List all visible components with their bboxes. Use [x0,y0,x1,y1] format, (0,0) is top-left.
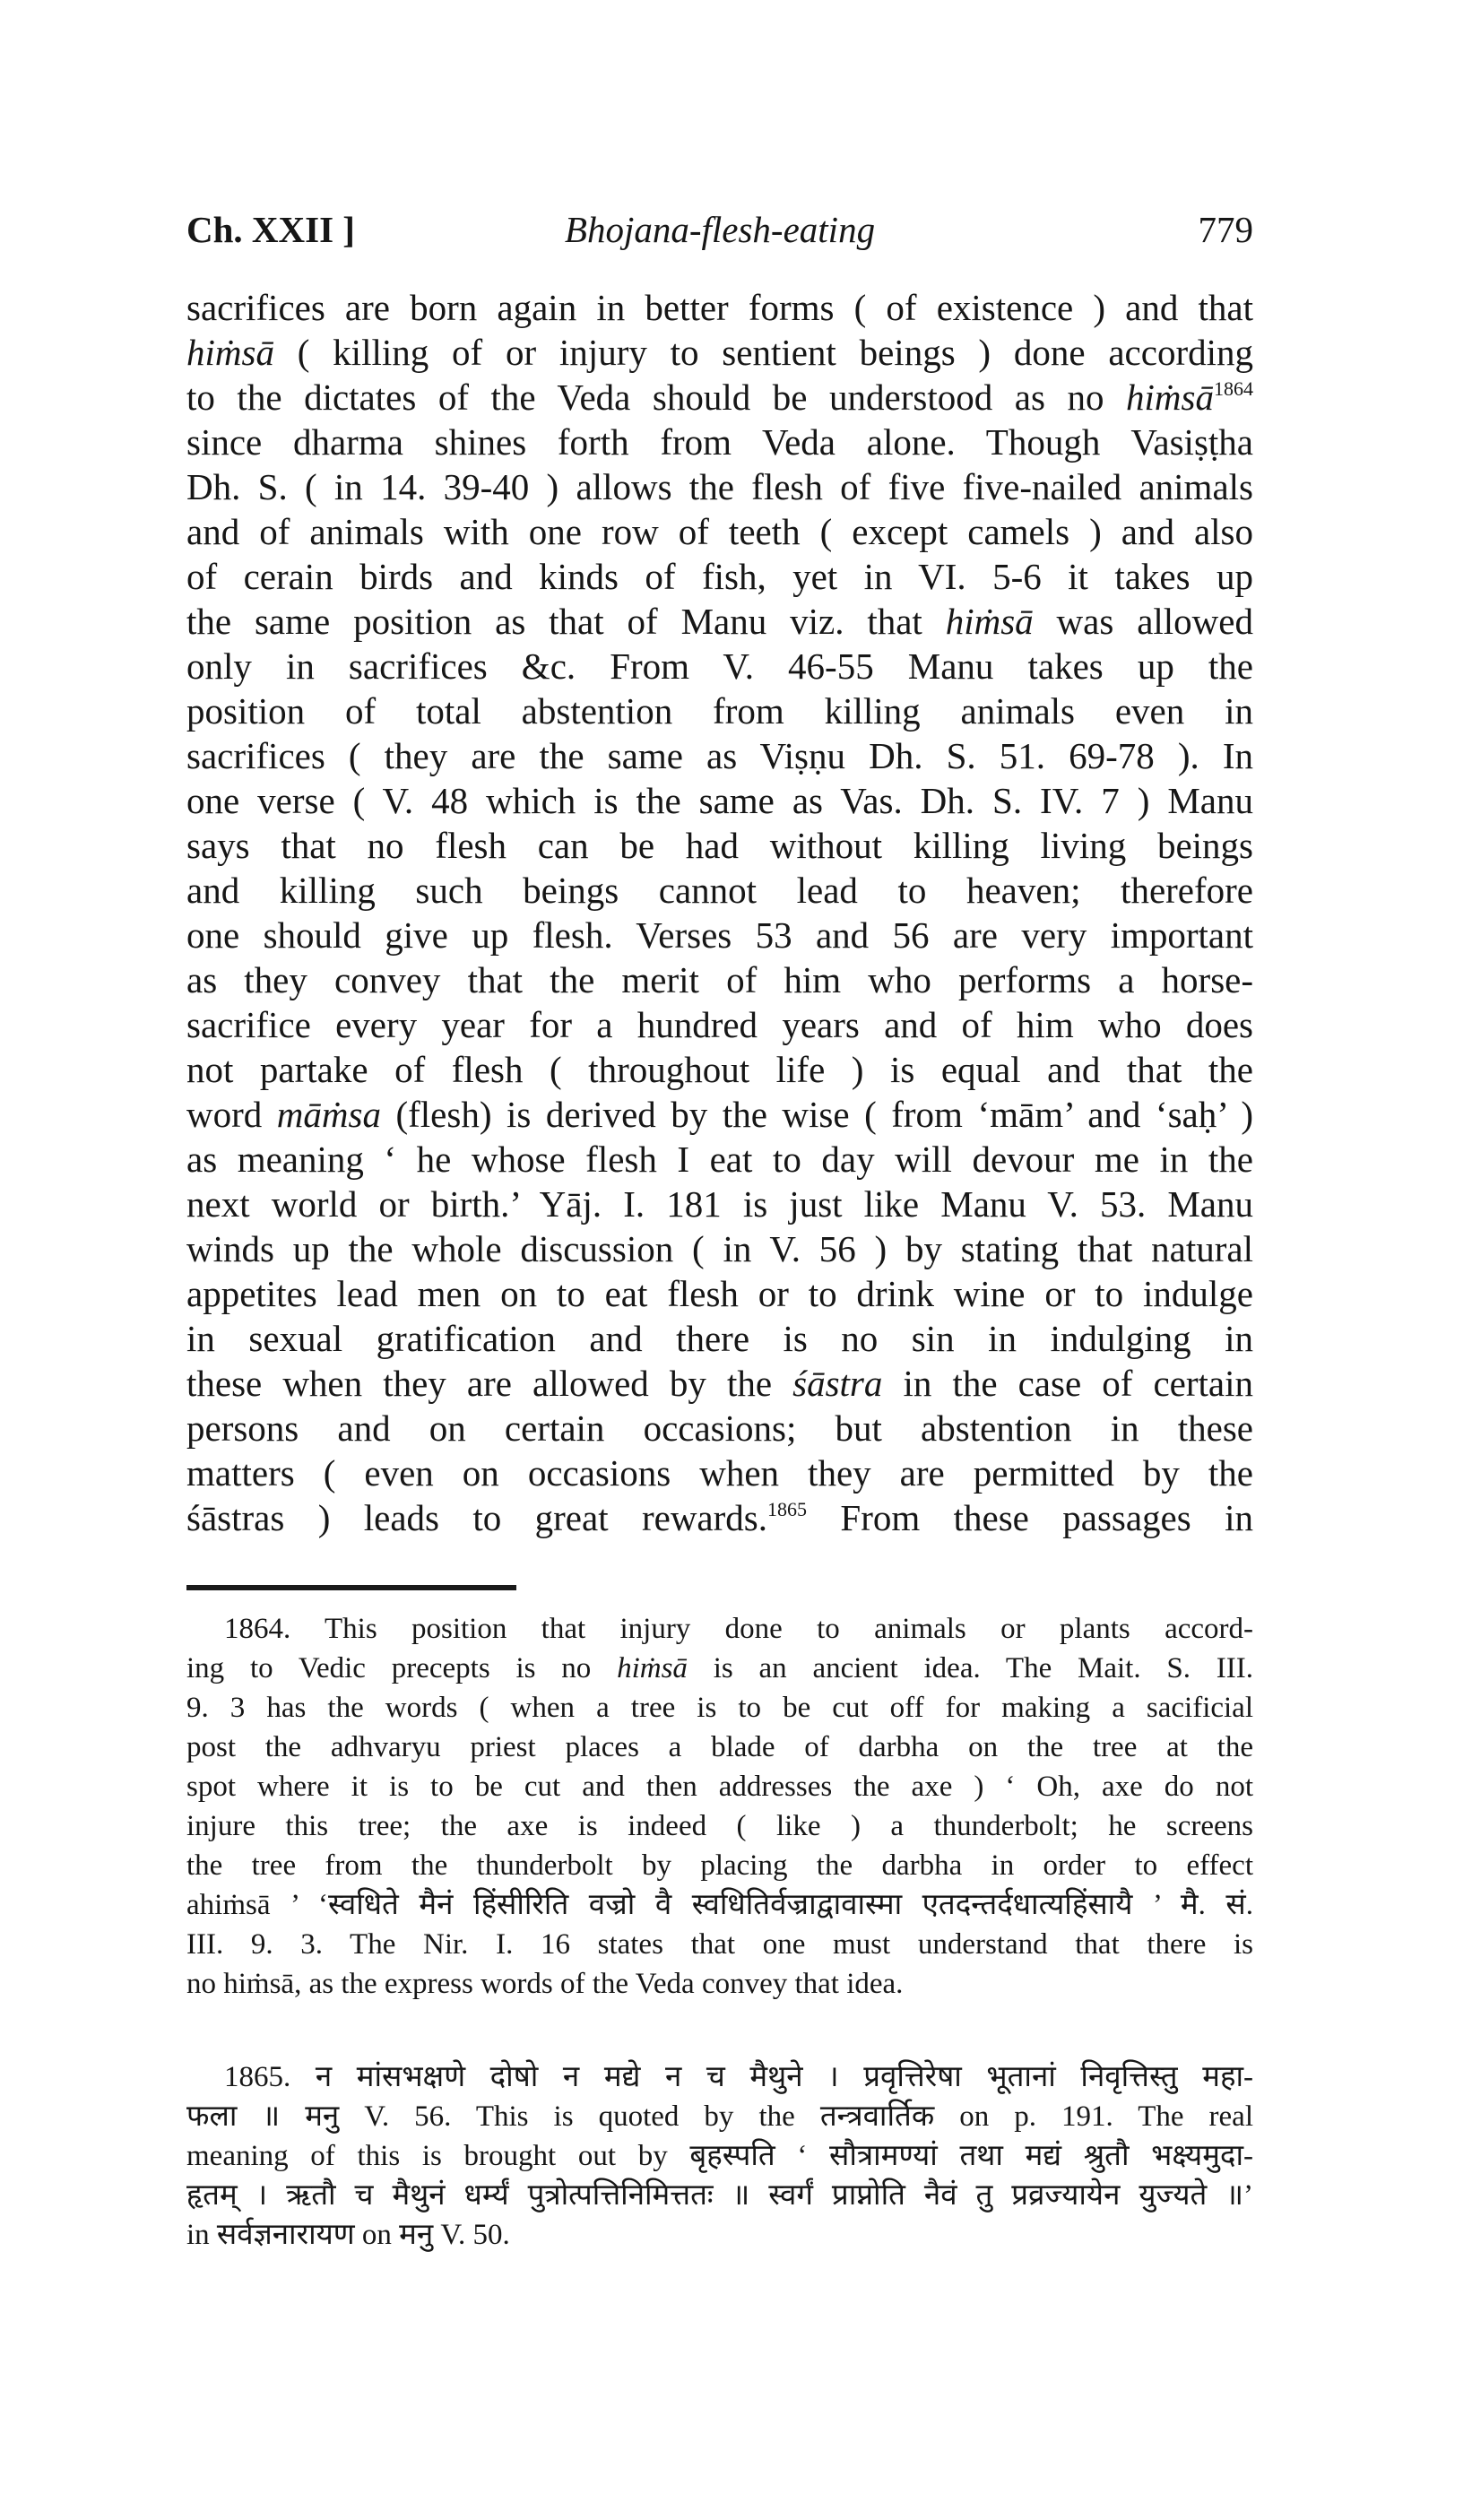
line-text: the tree from the thunderbolt by placing the darbha in order to effect [186,1849,1253,1882]
footnote-line [186,1609,1253,1649]
line-text: ( killing of or injury to sentient beings ) done according [273,332,1253,373]
line-text: and killing such beings cannot lead to heaven; therefore [186,870,1253,911]
line-text: one should give up flesh. Verses 53 and 56 are very important [186,914,1253,956]
footnote-line [186,2057,1253,2097]
line-text: one verse ( V. 48 which is the same as Vas. Dh. S. IV. 7 ) Manu [186,780,1253,821]
text-line [186,599,1253,644]
line-text: no hiṁsā, as the express words of the Veda convey that idea. [186,1968,904,2000]
text-line [186,375,1253,420]
footnotes [186,1609,1253,2255]
text-line [186,688,1253,733]
footnote-rule [186,1585,516,1590]
line-text: From these passages in [807,1497,1253,1538]
text-line [186,509,1253,554]
footnote-marker: 1865 [767,1498,807,1520]
text-line [186,420,1253,464]
line-text: word [186,1094,277,1135]
text-line [186,1406,1253,1451]
line-text: persons and on certain occasions; but abstention in these [186,1407,1253,1449]
text-line [186,1047,1253,1092]
text-line [186,644,1253,688]
line-text: ahiṁsā ’ ‘स्वधिते मैनं हिंसीरिति वज्रो वै स्वधितिर्वज्राद्वावास्मा एतदन्तर्दधात्यहिंसायै ’ मै. सं. [186,1889,1253,1921]
footnote-line [186,2176,1253,2215]
text-line [186,1092,1253,1137]
line-text: sacrifice every year for a hundred years and of him who does [186,1004,1253,1045]
footnote-line [186,1925,1253,1964]
text-line [186,1002,1253,1047]
line-text: these when they are allowed by the [186,1363,793,1404]
line-text: and of animals with one row of teeth ( except camels ) and also [186,511,1253,552]
line-text: injure this tree; the axe is indeed ( like ) a thunderbolt; he screens [186,1810,1253,1842]
italic-term: śāstra [792,1363,883,1404]
footnote-line [186,1767,1253,1806]
line-text: as they convey that the merit of him who performs a horse- [186,959,1253,1000]
footnote-line [186,1649,1253,1688]
footnote-line [186,1885,1253,1925]
text-line [186,1451,1253,1495]
footnote-line [186,2097,1253,2136]
line-text: in सर्वज्ञनारायण on मनु V. 50. [186,2219,510,2251]
text-line [186,464,1253,509]
text-line [186,1182,1253,1226]
footnote-line [186,2215,1253,2255]
running-header [186,208,1253,262]
footnote-gap [186,2004,1253,2057]
line-text: sacrifices ( they are the same as Viṣṇu Dh. S. 51. 69-78 ). In [186,735,1253,776]
line-text: of cerain birds and kinds of fish, yet in VI. 5-6 it takes up [186,556,1253,597]
text-line [186,733,1253,778]
line-text: position of total abstention from killing animals even in [186,690,1253,732]
line-text: since dharma shines forth from Veda alone. Though Vasiṣṭha [186,421,1253,463]
text-line [186,330,1253,375]
text-line [186,1226,1253,1271]
text-line [186,1137,1253,1182]
text-line [186,1271,1253,1316]
line-text: says that no flesh can be had without killing living beings [186,825,1253,866]
text-line [186,1361,1253,1406]
footnote-line [186,1688,1253,1728]
footnote-line [186,1806,1253,1846]
footnote-marker: 1864 [1214,377,1253,400]
italic-term: hiṁsā [1126,377,1214,418]
line-text: in sexual gratification and there is no sin in indulging in [186,1318,1253,1359]
line-text: śāstras ) leads to great rewards. [186,1497,767,1538]
line-text: 1864. This position that injury done to animals or plants accord- [224,1613,1253,1645]
text-line [186,554,1253,599]
text-line [186,778,1253,823]
italic-term: hiṁsā [617,1652,688,1684]
line-text: post the adhvaryu priest places a blade of darbha on the tree at the [186,1731,1253,1763]
line-text: is an ancient idea. The Mait. S. III. [687,1652,1253,1684]
line-text: 1865. न मांसभक्षणे दोषो न मद्ये न च मैथुने । प्रवृत्तिरेषा भूतानां निवृत्तिस्तु महा- [224,2061,1253,2093]
line-text: to the dictates of the Veda should be understood as no [186,377,1127,418]
italic-term: māṁsa [276,1094,381,1135]
line-text: sacrifices are born again in better forms ( of existence ) and that [186,287,1253,328]
italic-term: hiṁsā [186,332,274,373]
line-text: in the case of certain [882,1363,1253,1404]
footnote-line [186,1728,1253,1767]
line-text: only in sacrifices &c. From V. 46-55 Manu takes up the [186,645,1253,687]
line-text: matters ( even on occasions when they are permitted by the [186,1452,1253,1494]
footnote-line [186,1846,1253,1885]
line-text: III. 9. 3. The Nir. I. 16 states that one must understand that there is [186,1928,1253,1961]
line-text: next world or birth.’ Yāj. I. 181 is just like Manu V. 53. Manu [186,1183,1253,1225]
text-line [186,913,1253,957]
running-title: Bhojana-flesh-eating [564,209,876,250]
line-text: as meaning ‘ he whose flesh I eat to day will devour me in the [186,1139,1253,1180]
italic-term: hiṁsā [945,601,1034,642]
page-number: 779 [1198,209,1253,250]
line-text: not partake of flesh ( throughout life ) is equal and that the [186,1049,1253,1090]
line-text: winds up the whole discussion ( in V. 56 ) by stating that natural [186,1228,1253,1269]
line-text: (flesh) is derived by the wise ( from ‘mām’ and ‘saḥ’ ) [380,1094,1253,1135]
chapter-label: Ch. XXII ] [186,209,355,250]
text-line [186,1495,1253,1540]
line-text: was allowed [1033,601,1253,642]
text-line [186,285,1253,330]
text-line [186,957,1253,1002]
text-line [186,1316,1253,1361]
text-line [186,823,1253,868]
footnote-line [186,2136,1253,2176]
line-text: appetites lead men on to eat flesh or to drink wine or to indulge [186,1273,1253,1314]
main-text [186,285,1253,1540]
line-text: 9. 3 has the words ( when a tree is to be cut off for making a sacificial [186,1692,1253,1724]
footnote-line [186,1964,1253,2004]
line-text: meaning of this is brought out by बृहस्पति ‘ सौत्रामण्यां तथा मद्यं श्रुतौ भक्ष्यमुदा- [186,2140,1253,2172]
line-text: ing to Vedic precepts is no [186,1652,618,1684]
line-text: the same position as that of Manu viz. that [186,601,946,642]
line-text: Dh. S. ( in 14. 39-40 ) allows the flesh of five five-nailed animals [186,466,1253,507]
line-text: spot where it is to be cut and then addresses the axe ) ‘ Oh, axe do not [186,1771,1253,1803]
text-line [186,868,1253,913]
line-text: फला ॥ मनु V. 56. This is quoted by the तन्त्रवार्तिक on p. 191. The real [186,2100,1253,2133]
line-text: हृतम् । ऋतौ च मैथुनं धर्म्यं पुत्रोत्पत्तिनिमित्ततः ॥ स्वर्गं प्राप्नोति नैवं तु प्रव्रज्यायेन युज्यते ॥’ [186,2179,1253,2212]
